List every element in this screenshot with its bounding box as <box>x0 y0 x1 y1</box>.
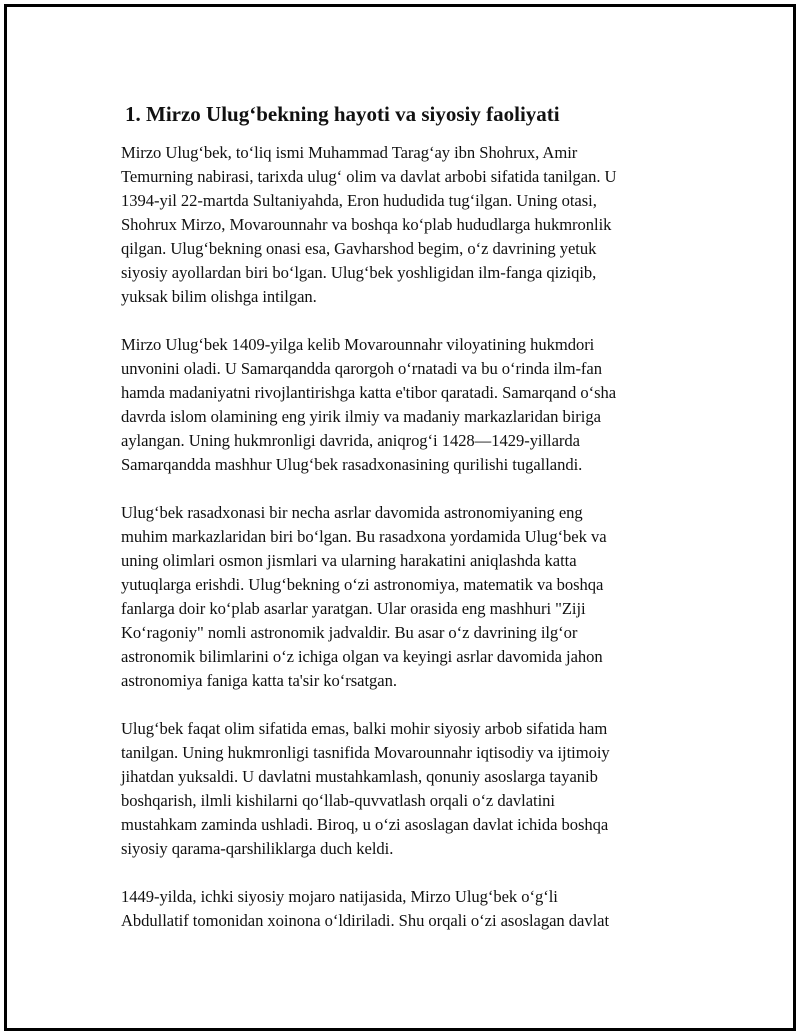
text-line: 1449-yilda, ichki siyosiy mojaro natijasida, Mirzo Ulug‘bek o‘g‘li <box>121 887 558 906</box>
section-heading: 1. Mirzo Ulug‘bekning hayoti va siyosiy faoliyati <box>125 102 560 126</box>
text-line: Samarqandda mashhur Ulug‘bek rasadxonasining qurilishi tugallandi. <box>121 455 583 474</box>
text-line: Shohrux Mirzo, Movarounnahr va boshqa ko‘plab hududlarga hukmronlik <box>121 215 612 234</box>
text-line: Abdullatif tomonidan xoinona o‘ldiriladi. Shu orqali o‘zi asoslagan davlat <box>121 911 610 930</box>
text-line: Mirzo Ulug‘bek, to‘liq ismi Muhammad Tarag‘ay ibn Shohrux, Amir <box>121 143 578 162</box>
paragraph-1 <box>121 141 681 309</box>
text-line: qilgan. Ulug‘bekning onasi esa, Gavharshod begim, o‘z davrining yetuk <box>121 239 597 258</box>
text-line: Ulug‘bek faqat olim sifatida emas, balki mohir siyosiy arbob sifatida ham <box>121 719 608 738</box>
text-line: yutuqlarga erishdi. Ulug‘bekning o‘zi astronomiya, matematik va boshqa <box>121 575 604 594</box>
text-line: astronomiya faniga katta ta'sir ko‘rsatgan. <box>121 671 397 690</box>
paragraph-5 <box>121 885 681 933</box>
paragraph-4 <box>121 717 681 861</box>
text-line: Ko‘ragoniy" nomli astronomik jadvaldir. Bu asar o‘z davrining ilg‘or <box>121 623 578 642</box>
text-line: aylangan. Uning hukmronligi davrida, aniqrog‘i 1428—1429-yillarda <box>121 431 580 450</box>
text-line: 1394-yil 22-martda Sultaniyahda, Eron hududida tug‘ilgan. Uning otasi, <box>121 191 597 210</box>
text-line: hamda madaniyatni rivojlantirishga katta e'tibor qaratadi. Samarqand o‘sha <box>121 383 617 402</box>
text-line: muhim markazlaridan biri bo‘lgan. Bu rasadxona yordamida Ulug‘bek va <box>121 527 607 546</box>
page-frame <box>4 4 796 1031</box>
text-line: Mirzo Ulug‘bek 1409-yilga kelib Movarounnahr viloyatining hukmdori <box>121 335 595 354</box>
text-line: astronomik bilimlarini o‘z ichiga olgan va keyingi asrlar davomida jahon <box>121 647 603 666</box>
text-line: yuksak bilim olishga intilgan. <box>121 287 317 306</box>
text-line: tanilgan. Uning hukmronligi tasnifida Movarounnahr iqtisodiy va ijtimoiy <box>121 743 610 762</box>
text-line: Ulug‘bek rasadxonasi bir necha asrlar davomida astronomiyaning eng <box>121 503 583 522</box>
paragraph-2 <box>121 333 681 477</box>
text-line: siyosiy qarama-qarshiliklarga duch keldi. <box>121 839 394 858</box>
text-line: boshqarish, ilmli kishilarni qo‘llab-quvvatlash orqali o‘z davlatini <box>121 791 555 810</box>
text-line: mustahkam zaminda ushladi. Biroq, u o‘zi asoslagan davlat ichida boshqa <box>121 815 609 834</box>
document-body <box>121 101 681 957</box>
text-line: uning olimlari osmon jismlari va ularning harakatini aniqlashda katta <box>121 551 577 570</box>
paragraph-3 <box>121 501 681 693</box>
text-line: jihatdan yuksaldi. U davlatni mustahkamlash, qonuniy asoslarga tayanib <box>121 767 598 786</box>
text-line: davrda islom olamining eng yirik ilmiy va madaniy markazlaridan biriga <box>121 407 601 426</box>
text-line: fanlarga doir ko‘plab asarlar yaratgan. Ular orasida eng mashhuri "Ziji <box>121 599 586 618</box>
text-line: siyosiy ayollardan biri bo‘lgan. Ulug‘bek yoshligidan ilm-fanga qiziqib, <box>121 263 597 282</box>
text-line: unvonini oladi. U Samarqandda qarorgoh o‘rnatadi va bu o‘rinda ilm-fan <box>121 359 602 378</box>
text-line: Temurning nabirasi, tarixda ulug‘ olim va davlat arbobi sifatida tanilgan. U <box>121 167 617 186</box>
